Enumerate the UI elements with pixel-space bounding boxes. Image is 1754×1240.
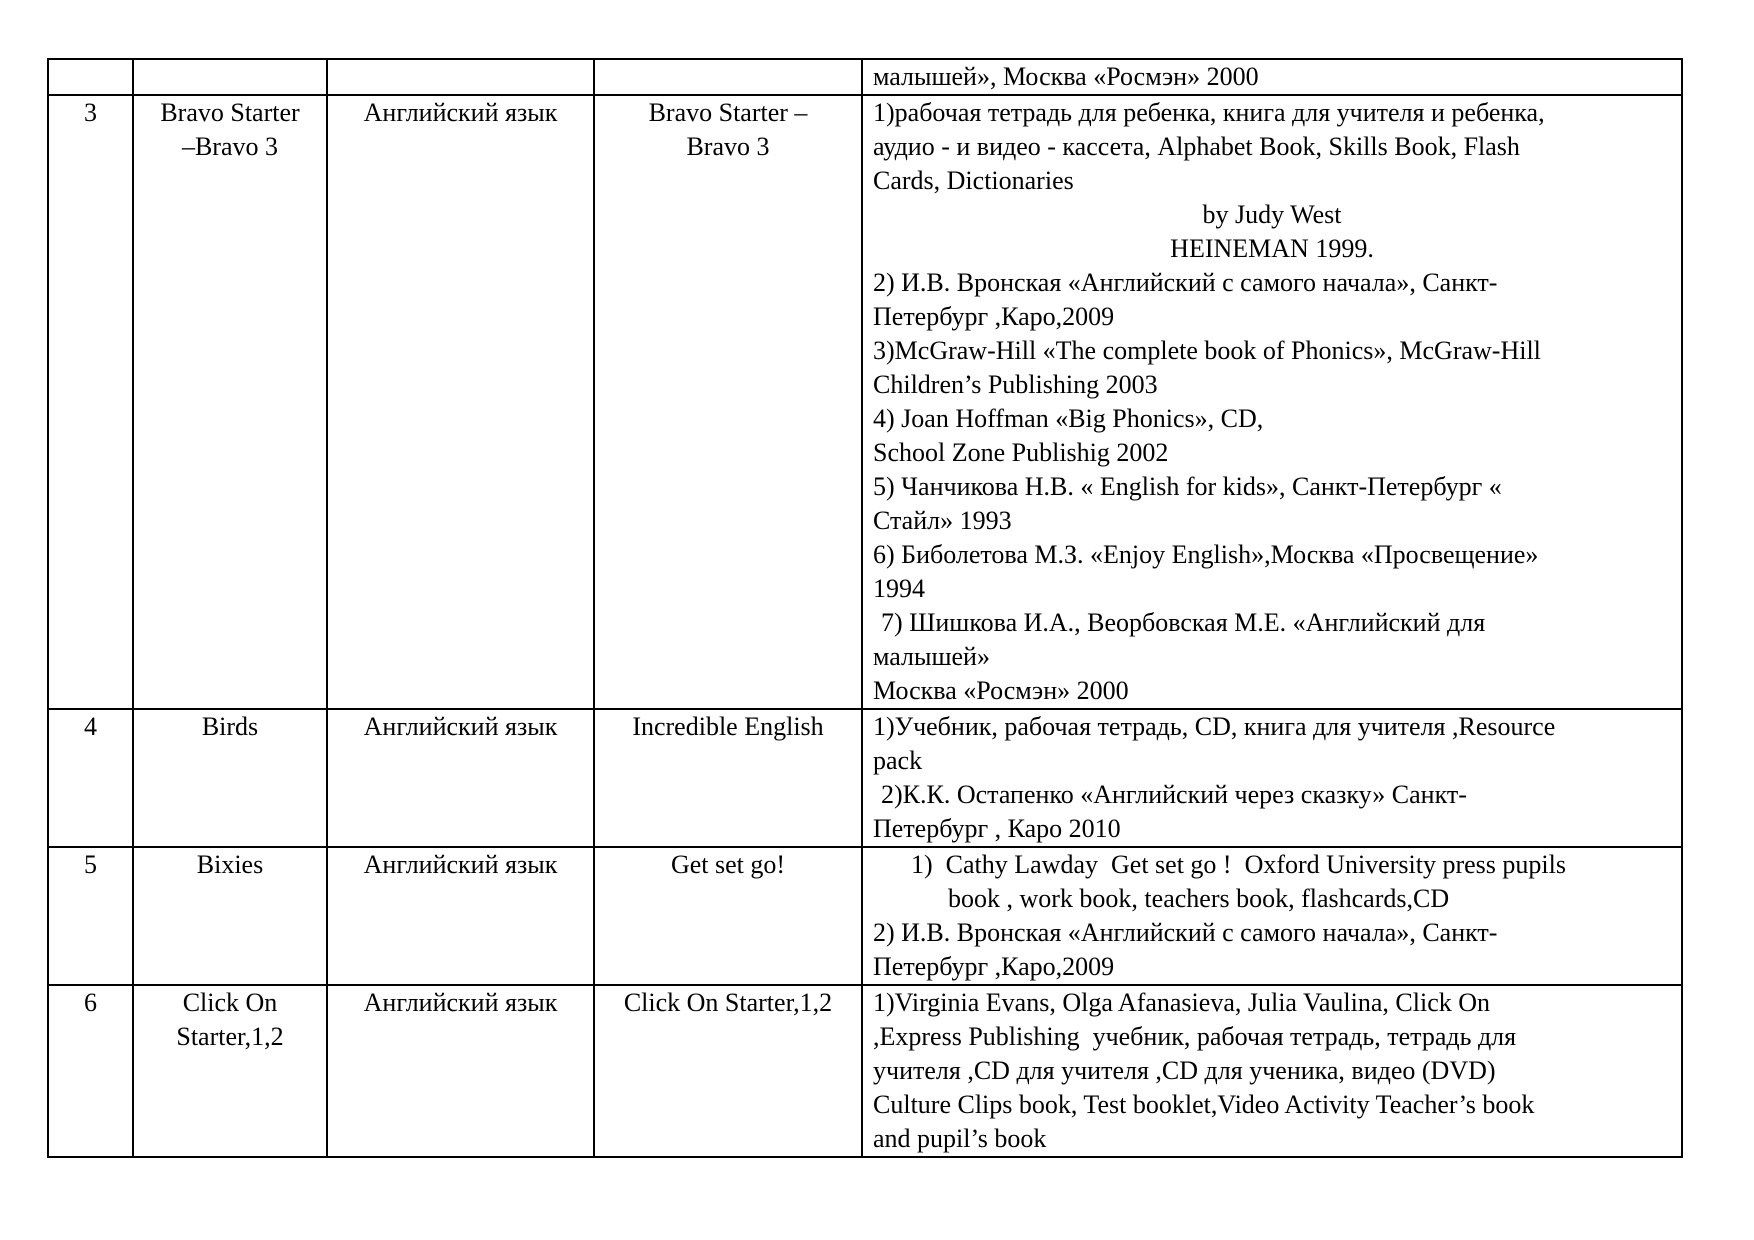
materials-line: Children’s Publishing 2003	[873, 370, 1158, 399]
table-row	[48, 59, 1682, 95]
materials-line: 1)рабочая тетрадь для ребенка, книга для учителя и ребенка,	[873, 98, 1545, 127]
materials-line: 7) Шишкова И.А., Веорбовская М.Е. «Английский для	[881, 608, 1486, 637]
program-name-cell	[133, 985, 327, 1157]
materials-line: pack	[873, 746, 923, 775]
textbook-name-cell	[594, 985, 862, 1157]
row-number-cell	[48, 59, 133, 95]
subject-line	[338, 60, 583, 94]
materials-line: Петербург ,Каро,2009	[873, 302, 1115, 331]
materials-line: Cards, Dictionaries	[873, 166, 1074, 195]
materials-line: Стайл» 1993	[873, 506, 1012, 535]
program-name-cell	[133, 59, 327, 95]
materials-cell	[862, 59, 1682, 95]
subject-line: Английский язык	[363, 98, 558, 127]
table-body	[48, 59, 1682, 1157]
subject-cell	[327, 847, 594, 985]
row-number-cell	[48, 847, 133, 985]
textbook-name-line: Bravo Starter –	[648, 98, 808, 127]
program-name-line: Bixies	[196, 850, 264, 879]
materials-line: Петербург , Каро 2010	[873, 814, 1121, 843]
subject-cell	[327, 985, 594, 1157]
row-number-cell	[48, 709, 133, 847]
subject-line: Английский язык	[363, 712, 558, 741]
program-name-cell	[133, 847, 327, 985]
program-name-cell	[133, 95, 327, 709]
table-row	[48, 95, 1682, 709]
materials-line: учителя ,CD для учителя ,CD для ученика, видео (DVD)	[873, 1056, 1496, 1085]
textbook-name-cell	[594, 95, 862, 709]
materials-cell	[862, 709, 1682, 847]
row-number: 3	[84, 98, 97, 127]
textbook-name-cell	[594, 709, 862, 847]
materials-line: by Judy West	[1202, 200, 1342, 229]
subject-cell	[327, 59, 594, 95]
program-name-line: Starter,1,2	[176, 1022, 284, 1051]
materials-line: book , work book, teachers book, flashcards,CD	[948, 884, 1450, 913]
table-row	[48, 847, 1682, 985]
subject-line: Английский язык	[363, 988, 558, 1017]
program-name-line: Bravo Starter	[160, 98, 300, 127]
table-row	[48, 709, 1682, 847]
materials-line: аудио - и видео - кассета, Alphabet Book, Skills Book, Flash	[873, 132, 1520, 161]
row-number-cell	[48, 95, 133, 709]
subject-line: Английский язык	[363, 850, 558, 879]
textbook-name-cell	[594, 59, 862, 95]
textbook-name-line: Get set go!	[670, 850, 786, 879]
materials-line: 4) Joan Hoffman «Big Phonics», CD,	[873, 404, 1264, 433]
materials-line: Москва «Росмэн» 2000	[873, 676, 1129, 705]
textbook-name-cell	[594, 847, 862, 985]
materials-line: малышей»	[873, 642, 990, 671]
row-number-cell	[48, 985, 133, 1157]
materials-line: Петербург ,Каро,2009	[873, 952, 1115, 981]
materials-line: 1994	[873, 574, 925, 603]
subject-cell	[327, 95, 594, 709]
textbook-name-line: Bravo 3	[686, 132, 770, 161]
materials-line: 2)К.К. Остапенко «Английский через сказку» Санкт-	[881, 780, 1467, 809]
materials-line: 2) И.В. Вронская «Английский с самого начала», Санкт-	[873, 268, 1498, 297]
materials-line: School Zone Publishig 2002	[873, 438, 1169, 467]
materials-line: HEINEMAN 1999.	[1170, 234, 1374, 263]
materials-cell	[862, 95, 1682, 709]
row-number: 6	[84, 988, 97, 1017]
row-number: 5	[84, 850, 97, 879]
materials-line: Culture Clips book, Test booklet,Video Activity Teacher’s book	[873, 1090, 1535, 1119]
materials-line: 3)McGraw-Hill «The complete book of Phonics», McGraw-Hill	[873, 336, 1541, 365]
materials-line: and pupil’s book	[873, 1124, 1047, 1153]
program-name-line: –Bravo 3	[181, 132, 279, 161]
materials-line: ,Express Publishing учебник, рабочая тетрадь, тетрадь для	[873, 1022, 1517, 1051]
textbook-name-line: Incredible English	[632, 712, 824, 741]
materials-cell	[862, 985, 1682, 1157]
program-name-line	[144, 60, 316, 94]
row-number: 4	[84, 712, 97, 741]
subject-cell	[327, 709, 594, 847]
materials-line: 2) И.В. Вронская «Английский с самого начала», Санкт-	[873, 918, 1498, 947]
materials-cell	[862, 847, 1682, 985]
textbook-name-line: Click On Starter,1,2	[623, 988, 833, 1017]
materials-line: 1) Cathy Lawday Get set go ! Oxford University press pupils	[911, 850, 1566, 879]
row-number	[59, 60, 122, 94]
materials-line: 6) Биболетова М.З. «Enjoy English»,Москва «Просвещение»	[873, 540, 1539, 569]
materials-line: 1)Учебник, рабочая тетрадь, CD, книга для учителя ,Resource	[873, 712, 1556, 741]
curriculum-table	[47, 58, 1683, 1158]
program-name-line: Click On	[182, 988, 278, 1017]
program-name-line: Birds	[201, 712, 259, 741]
materials-line: малышей», Москва «Росмэн» 2000	[873, 62, 1259, 91]
program-name-cell	[133, 709, 327, 847]
table-row	[48, 985, 1682, 1157]
textbook-name-line	[605, 60, 851, 94]
materials-line: 5) Чанчикова Н.В. « English for kids», Санкт-Петербург «	[873, 472, 1502, 501]
materials-line: 1)Virginia Evans, Olga Afanasieva, Julia Vaulina, Click On	[873, 988, 1491, 1017]
